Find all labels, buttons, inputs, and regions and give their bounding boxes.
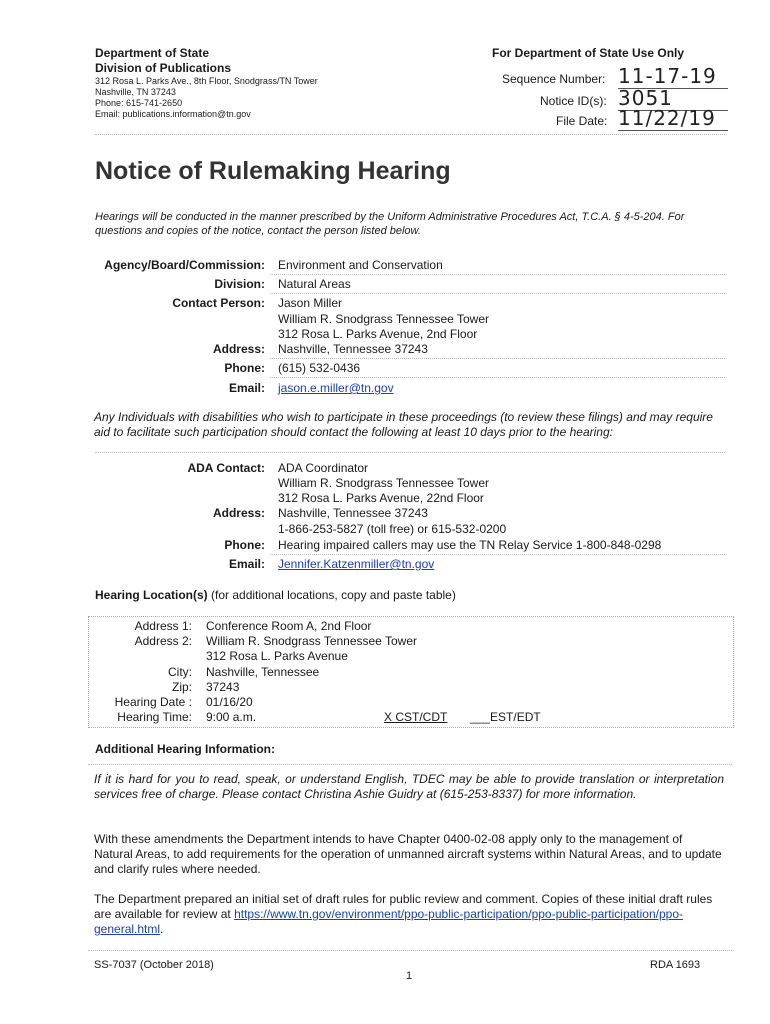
file-date-label: File Date:	[556, 114, 608, 128]
address2-value: William R. Snodgrass Tennessee Tower	[206, 634, 417, 648]
draft-rules-text: The Department prepared an initial set of draft rules for public review and comment. Copies of these initial draft rules are available for review at	[94, 892, 713, 921]
ada-contact-label: ADA Contact:	[187, 461, 265, 475]
address2-label: Address 2:	[134, 634, 192, 648]
publisher-phone: Phone: 615-741-2650	[95, 98, 183, 108]
agency-address-line1: William R. Snodgrass Tennessee Tower	[278, 312, 489, 326]
notice-value: 3051	[618, 86, 728, 111]
divider	[270, 358, 725, 359]
phone-value: (615) 532-0436	[278, 361, 361, 375]
address2-line2: 312 Rosa L. Parks Avenue	[206, 649, 348, 663]
draft-rules-link[interactable]: https://www.tn.gov/environment/ppo-public-participation/ppo-public-participation/ppo-general.html	[94, 907, 683, 936]
ada-phone-line2: Hearing impaired callers may use the TN Relay Service 1-800-848-0298	[278, 538, 662, 552]
hearing-location-title: Hearing Location(s)	[95, 588, 208, 602]
draft-rules-end: .	[160, 922, 164, 936]
divider	[95, 452, 725, 453]
ada-contact-value: ADA Coordinator	[278, 461, 369, 475]
amendments-paragraph: With these amendments the Department intends to have Chapter 0400-02-08 apply only to the management of Natural Areas, to add requirements for the operation of unmanned aircraft systems within Natural Areas, and to update and clarify rules where needed.	[94, 832, 722, 876]
ada-phone-line1: 1-866-253-5827 (toll free) or 615-532-0200	[278, 522, 507, 536]
divider	[88, 764, 732, 765]
divider	[270, 274, 725, 275]
ada-address-line2: 312 Rosa L. Parks Avenue, 22nd Floor	[278, 491, 484, 505]
timezone-cst: X CST/CDT	[384, 710, 448, 724]
email-label: Email:	[228, 381, 265, 395]
file-date-value: 11/22/19	[618, 106, 728, 131]
address1-label: Address 1:	[134, 619, 192, 633]
notice-label: Notice ID(s):	[540, 94, 607, 108]
divider	[95, 134, 725, 135]
contact-email-link[interactable]: jason.e.miller@tn.gov	[278, 381, 394, 395]
page-title: Notice of Rulemaking Hearing	[95, 157, 451, 185]
divider	[270, 293, 725, 294]
division-label: Division:	[214, 277, 265, 291]
divider	[270, 377, 725, 378]
hearing-location-note: (for additional locations, copy and paste table)	[211, 588, 456, 602]
agency-address-line2: 312 Rosa L. Parks Avenue, 2nd Floor	[278, 327, 478, 341]
page-number: 1	[406, 970, 413, 982]
agency-value: Environment and Conservation	[278, 258, 443, 272]
zip-value: 37243	[206, 680, 240, 694]
intro-text: Hearings will be conducted in the manner prescribed by the Uniform Administrative Procedures Act, T.C.A. § 4-5-204. For questions and copies of the notice, contact the person listed below.	[95, 211, 685, 237]
contact-label: Contact Person:	[172, 296, 265, 310]
sequence-value: 11-17-19	[618, 64, 728, 89]
ada-email-link[interactable]: Jennifer.Katzenmiller@tn.gov	[278, 557, 435, 571]
rda-number: RDA 1693	[650, 959, 701, 971]
ada-address-label: Address:	[212, 506, 265, 520]
ada-address-line3: Nashville, Tennessee 37243	[278, 506, 428, 520]
ada-address-line1: William R. Snodgrass Tennessee Tower	[278, 476, 489, 490]
city-value: Nashville, Tennessee	[206, 665, 320, 679]
sequence-label: Sequence Number:	[502, 72, 606, 86]
publisher-email: Email: publications.information@tn.gov	[95, 109, 251, 119]
hearing-date-value: 01/16/20	[206, 695, 253, 709]
timezone-est: ___EST/EDT	[470, 710, 541, 724]
hearing-date-label: Hearing Date :	[114, 695, 192, 709]
use-only-heading: For Department of State Use Only	[492, 46, 685, 60]
hearing-location-heading	[95, 588, 456, 602]
hearing-time-value: 9:00 a.m.	[206, 710, 257, 724]
publisher-block	[95, 46, 318, 120]
additional-info-heading: Additional Hearing Information:	[95, 742, 275, 756]
zip-label: Zip:	[171, 680, 192, 694]
agency-label: Agency/Board/Commission:	[104, 258, 265, 272]
ada-phone-label: Phone:	[224, 538, 265, 552]
address1-value: Conference Room A, 2nd Floor	[206, 619, 372, 633]
phone-label: Phone:	[224, 361, 265, 375]
hearing-time-label: Hearing Time:	[117, 710, 192, 724]
dept-name: Department of State	[95, 46, 210, 60]
ada-intro: Any Individuals with disabilities who wish to participate in these proceedings (to review these filings) and may require aid to facilitate such participation should contact the following at least 10 days prior to the hearing:	[94, 410, 713, 439]
publisher-city: Nashville, TN 37243	[95, 87, 176, 97]
translation-paragraph: If it is hard for you to read, speak, or understand English, TDEC may be able to provide translation or interpretation services free of charge. Please contact Christina Ashie Guidry at (615-253-8337) for more information.	[94, 772, 724, 801]
division-value: Natural Areas	[278, 277, 351, 291]
contact-value: Jason Miller	[278, 296, 343, 310]
division-name: Division of Publications	[95, 61, 232, 75]
city-label: City:	[168, 665, 192, 679]
form-number: SS-7037 (October 2018)	[94, 959, 214, 971]
agency-address-line3: Nashville, Tennessee 37243	[278, 342, 428, 356]
publisher-address: 312 Rosa L. Parks Ave., 8th Floor, Snodgrass/TN Tower	[95, 76, 318, 86]
divider	[88, 950, 732, 951]
ada-email-label: Email:	[228, 557, 265, 571]
address-label: Address:	[212, 342, 265, 356]
divider	[270, 554, 725, 555]
draft-rules-paragraph	[94, 892, 724, 937]
